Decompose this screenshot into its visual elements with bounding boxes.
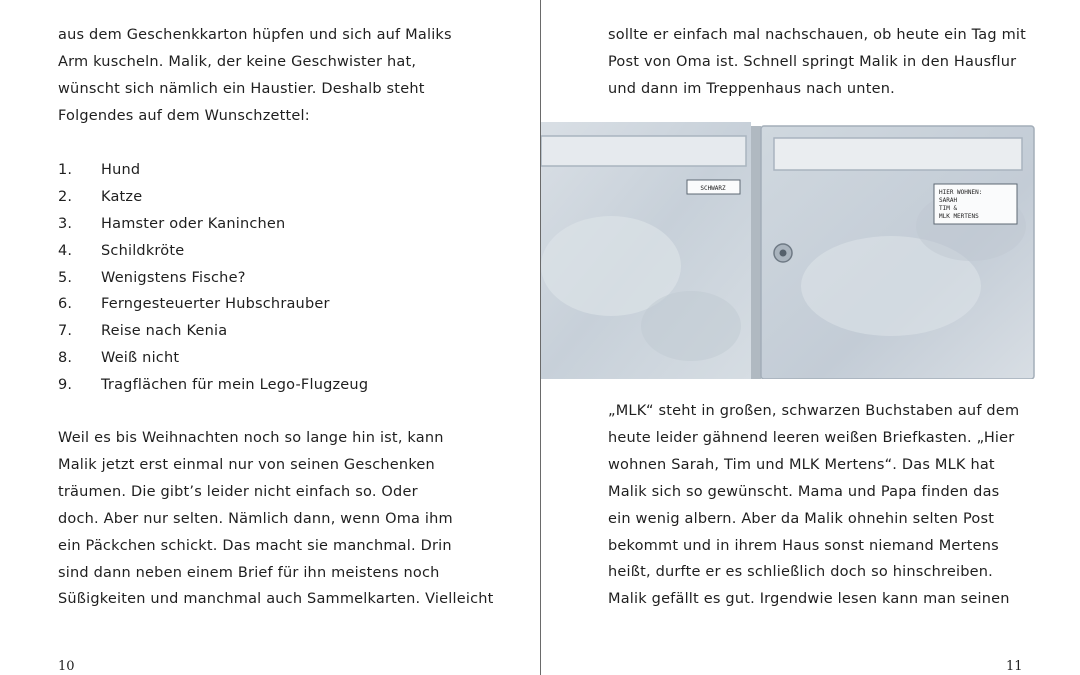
text-line: heißt, durfte er es schließlich doch so hinschreiben.	[608, 564, 993, 581]
text-line: bekommt und in ihrem Haus sonst niemand Mertens	[608, 537, 999, 554]
text-line: Malik sich so gewünscht. Mama und Papa finden das	[608, 483, 1000, 500]
list-number: 4.	[58, 242, 73, 259]
nameplate-line: SARAH	[939, 197, 958, 204]
list-text: Reise nach Kenia	[101, 323, 228, 340]
list-item	[58, 345, 368, 372]
text-line: Folgendes auf dem Wunschzettel:	[58, 107, 310, 124]
list-number: 5.	[58, 269, 73, 286]
text-line: Weil es bis Weihnachten noch so lange hin ist, kann	[58, 430, 444, 446]
list-text: Weiß nicht	[101, 350, 180, 367]
list-text: Ferngesteuerter Hubschrauber	[101, 296, 330, 313]
list-text: Schildkröte	[101, 242, 185, 259]
list-item	[58, 238, 368, 265]
list-number: 7.	[58, 323, 73, 340]
list-text: Hamster oder Kaninchen	[101, 215, 286, 232]
text-line: sind dann neben einem Brief für ihn meistens noch	[58, 564, 440, 581]
list-number: 3.	[58, 215, 73, 232]
list-item	[58, 211, 368, 238]
list-number: 6.	[58, 296, 73, 313]
nameplate-line: HIER WOHNEN:	[939, 189, 983, 196]
list-text: Hund	[101, 162, 141, 178]
list-item	[58, 372, 368, 399]
text-line: Malik gefällt es gut. Irgendwie lesen kann man seinen	[608, 591, 1010, 608]
left-paragraph-2	[58, 425, 494, 613]
text-line: Süßigkeiten und manchmal auch Sammelkarten. Vielleicht	[58, 591, 494, 608]
text-line: ein Päckchen schickt. Das macht sie manchmal. Drin	[58, 537, 452, 554]
right-paragraph-2	[608, 398, 1019, 613]
list-item	[58, 291, 368, 318]
list-item	[58, 318, 368, 345]
page-number: 11	[1006, 659, 1023, 674]
list-text: Wenigstens Fische?	[101, 269, 246, 286]
text-line: Post von Oma ist. Schnell springt Malik in den Hausflur	[608, 53, 1017, 70]
text-line: heute leider gähnend leeren weißen Briefkasten. „Hier	[608, 429, 1015, 446]
text-line: doch. Aber nur selten. Nämlich dann, wenn Oma ihm	[58, 510, 453, 527]
list-item	[58, 265, 368, 292]
list-item	[58, 157, 368, 184]
list-number: 9.	[58, 377, 73, 394]
text-line: Arm kuscheln. Malik, der keine Geschwister hat,	[58, 53, 417, 70]
page-number: 10	[58, 659, 75, 674]
list-text: Katze	[101, 188, 143, 205]
text-line: träumen. Die gibt’s leider nicht einfach so. Oder	[58, 483, 418, 500]
left-paragraph-1	[58, 22, 452, 130]
text-line: und dann im Treppenhaus nach unten.	[608, 80, 895, 97]
nameplate-line: TIM &	[939, 205, 958, 212]
list-number: 8.	[58, 350, 73, 367]
list-number: 2.	[58, 188, 73, 205]
right-paragraph-1	[608, 22, 1026, 103]
text-line: ein wenig albern. Aber da Malik ohnehin selten Post	[608, 510, 995, 527]
text-line: Malik jetzt erst einmal nur von seinen Geschenken	[58, 456, 435, 473]
wishlist	[58, 157, 368, 399]
nameplate-line: MLK MERTENS	[939, 213, 979, 220]
text-line: wünscht sich nämlich ein Haustier. Deshalb steht	[58, 80, 425, 97]
list-item	[58, 184, 368, 211]
text-line: „MLK“ steht in großen, schwarzen Buchstaben auf dem	[608, 403, 1020, 419]
right-page	[541, 0, 1080, 675]
list-number: 1.	[58, 162, 73, 178]
text-line: aus dem Geschenkkarton hüpfen und sich auf Maliks	[58, 27, 452, 43]
list-text: Tragflächen für mein Lego-Flugzeug	[101, 377, 369, 394]
nameplate-left: SCHWARZ	[700, 185, 726, 192]
text-line: sollte er einfach mal nachschauen, ob heute ein Tag mit	[608, 27, 1027, 43]
text-line: wohnen Sarah, Tim und MLK Mertens“. Das MLK hat	[608, 456, 995, 473]
mailbox-illustration	[541, 116, 1036, 379]
